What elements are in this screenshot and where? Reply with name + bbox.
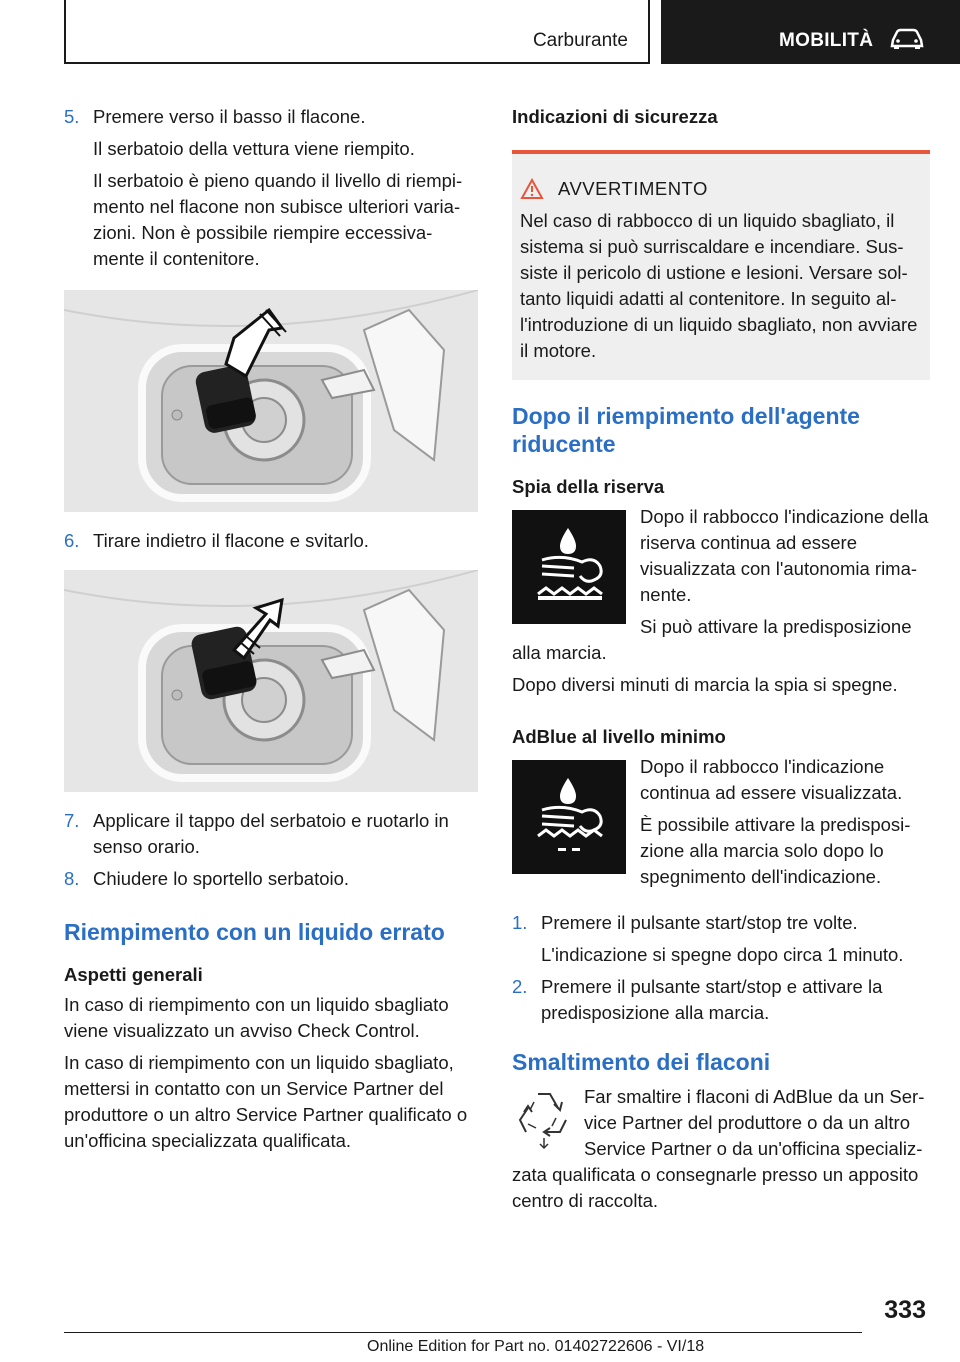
- header-chapter-box: [661, 0, 960, 64]
- reserve-paragraph-2: Si può attivare la predisposizione alla marcia.: [512, 616, 912, 663]
- step-8: [64, 866, 478, 892]
- recycle-icon: [516, 1088, 572, 1152]
- subheading-safety: Indicazioni di sicurezza: [512, 106, 718, 127]
- adblue-reserve-indicator-icon: [512, 510, 626, 624]
- step-number: 5.: [64, 106, 80, 127]
- edition-main: Online Edition for Part no. 01402722606 - VI/18: [367, 1338, 705, 1355]
- step-7: [64, 808, 478, 860]
- step-number: 6.: [64, 530, 80, 551]
- step-1: [512, 910, 930, 936]
- step-1-result: L'indicazione si spegne dopo circa 1 minuto.: [541, 944, 904, 965]
- subheading-reserve: Spia della riserva: [512, 476, 665, 497]
- step-number: 1.: [512, 912, 528, 933]
- step-5: [64, 104, 478, 130]
- disposal-paragraph: Far smaltire i flaconi di AdBlue da un Ser‐ vice Partner del produttore o da un altro Service Partner o da un'officina specializ‐ zata qualificata o consegnarle presso un apposito centro di raccolta.: [512, 1086, 925, 1211]
- heading-wrong-liquid: Riempimento con un liquido errato: [64, 919, 445, 945]
- step-number: 2.: [512, 976, 528, 997]
- warning-title-row: [520, 176, 922, 202]
- step-text: Applicare il tappo del serbatoio e ruotarlo in senso orario.: [93, 810, 449, 857]
- warning-title: AVVERTIMENTO: [558, 178, 708, 199]
- chapter-title: MOBILITÀ: [779, 30, 874, 51]
- paragraph-general-1: In caso di riempimento con un liquido sbagliato viene visualizzato un avviso Check Control.: [64, 994, 449, 1041]
- step-5-result: Il serbatoio della vettura viene riempito.: [93, 138, 415, 159]
- minimum-paragraph-2: È possibile attivare la predisposi‐ zione alla marcia solo dopo lo spegnimento dell'indicazione.: [640, 814, 911, 887]
- step-text: Chiudere lo sportello serbatoio.: [93, 868, 350, 889]
- left-column: [64, 104, 478, 1160]
- step-5-note: Il serbatoio è pieno quando il livello di riempi‐ mento nel flacone non subisce ulteriori varia‐ zioni. Non è possibile riempire eccessiva‐ mente il contenitore.: [93, 170, 463, 269]
- step-6: [64, 528, 478, 554]
- step-text: Premere verso il basso il flacone.: [93, 106, 366, 127]
- adblue-minimum-indicator-icon: [512, 760, 626, 874]
- page-number: 333: [884, 1296, 926, 1324]
- edition-text: [367, 1338, 704, 1356]
- reserve-paragraph-3: Dopo diversi minuti di marcia la spia si spegne.: [512, 674, 898, 695]
- footer-divider: [64, 1332, 862, 1333]
- fuel-filler-remove-illustration: [64, 570, 478, 792]
- step-2: [512, 974, 930, 1026]
- step-text: Premere il pulsante start/stop e attivare la predisposizione alla marcia.: [541, 976, 883, 1023]
- paragraph-general-2: In caso di riempimento con un liquido sbagliato, mettersi in contatto con un Service Partner del produttore o un altro Service Partner qualificato o un'officina specializzata qualificata.: [64, 1052, 468, 1151]
- heading-disposal: Smaltimento dei flaconi: [512, 1049, 771, 1075]
- fuel-filler-push-illustration: [64, 290, 478, 512]
- reserve-paragraph-1: Dopo il rabbocco l'indicazione della riserva continua ad essere visualizzata con l'autonomia rima‐ nente.: [640, 506, 929, 605]
- step-text: Premere il pulsante start/stop tre volte.: [541, 912, 858, 933]
- header-section-box: [64, 0, 650, 64]
- minimum-paragraph-1: Dopo il rabbocco l'indicazione continua ad essere visualizzata.: [640, 756, 903, 803]
- step-number: 8.: [64, 868, 80, 889]
- section-title: Carburante: [532, 30, 628, 51]
- warning-text: Nel caso di rabbocco di un liquido sbagliato, il sistema si può surriscaldare e incendiare. Sus‐ siste il pericolo di ustione e lesioni. Versare sol‐ tanto liquidi adatti al contenitore. In seguito al‐ l'introduzione di un liquido sbagliato, non avviare il motore.: [520, 210, 918, 361]
- heading-after-refill: Dopo il riempimento dell'agente riducente: [512, 403, 860, 457]
- step-text: Tirare indietro il flacone e svitarlo.: [93, 530, 369, 551]
- right-column: [512, 104, 930, 1220]
- subheading-general: Aspetti generali: [64, 964, 203, 985]
- warning-triangle-icon: [520, 178, 544, 200]
- car-icon: [889, 28, 925, 50]
- subheading-minimum: AdBlue al livello minimo: [512, 726, 726, 747]
- step-number: 7.: [64, 810, 80, 831]
- warning-box: [512, 150, 930, 380]
